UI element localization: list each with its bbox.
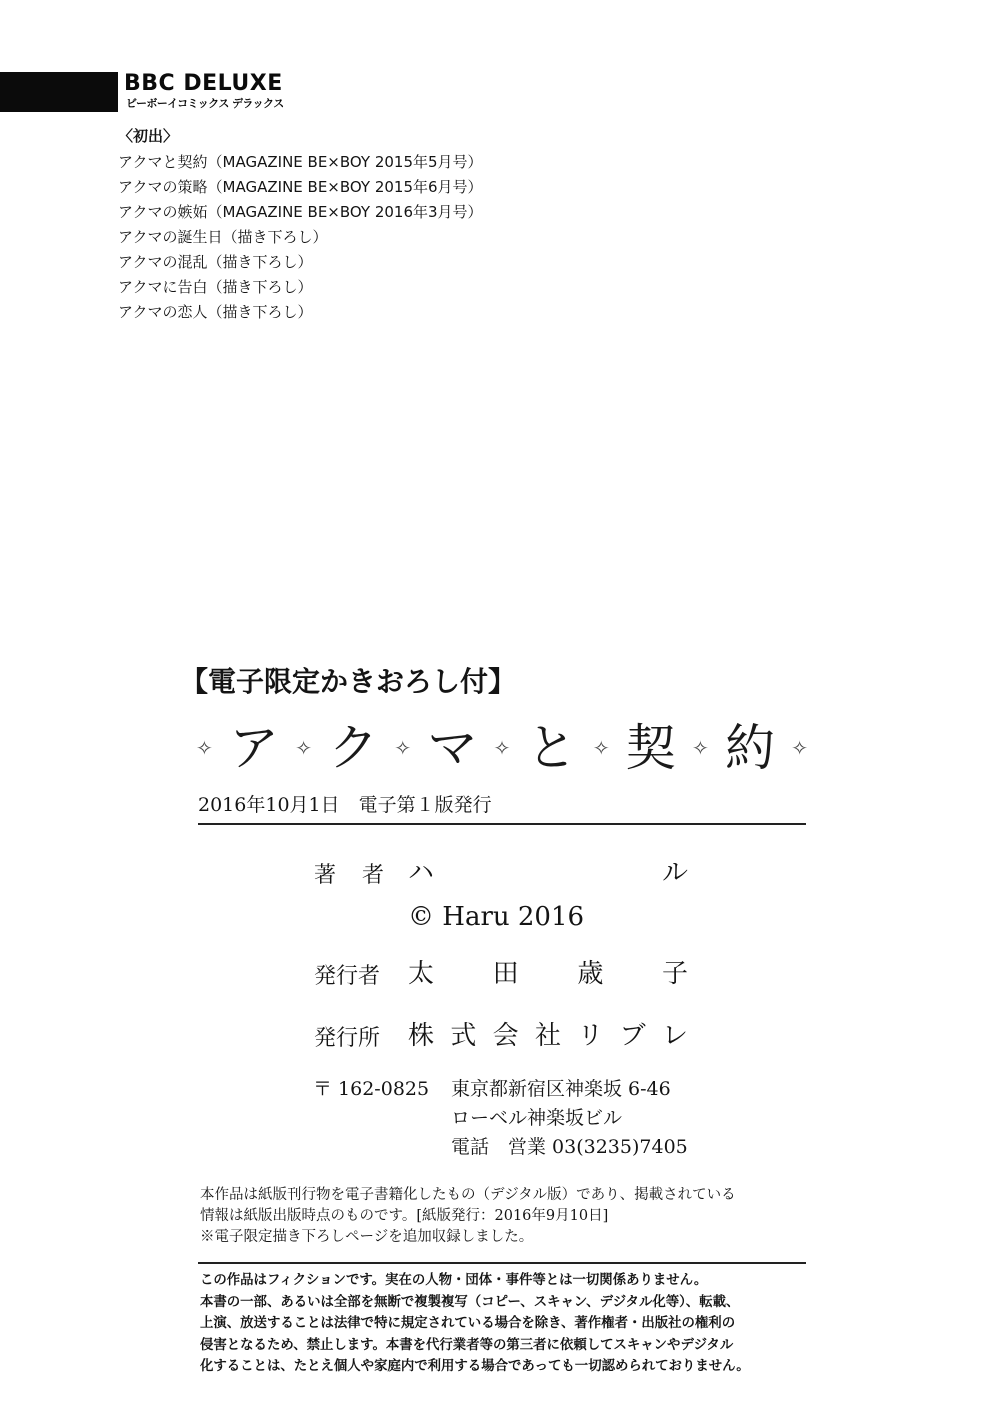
book-title	[196, 708, 808, 788]
author-label: 著 者	[314, 863, 384, 888]
title-char: 契	[625, 719, 676, 777]
origins-list	[118, 150, 483, 325]
publication-date: 2016年10月1日 電子第１版発行	[198, 794, 492, 816]
origin-item: アクマの恋人（描き下ろし）	[118, 303, 313, 321]
address-line: ローベル神楽坂ビル	[451, 1107, 623, 1129]
legal-line: 本書の一部、あるいは全部を無断で複製複写（コピー、スキャン、デジタル化等）、転載、	[200, 1294, 740, 1310]
divider	[198, 1262, 806, 1264]
author-name: ハ ル	[408, 858, 688, 888]
postal-code: 〒 162-0825	[313, 1078, 430, 1100]
imprint-logo-subtitle: ビーボーイコミックス デラックス	[126, 97, 284, 110]
note-line: 情報は紙版出版時点のものです。[紙版発行：2016年9月10日]	[200, 1208, 609, 1224]
sparkle-icon: ✧	[493, 736, 511, 760]
origin-item: アクマの策略（MAGAZINE BE×BOY 2015年6月号）	[118, 178, 483, 196]
note-line: 本作品は紙版刊行物を電子書籍化したもの（デジタル版）であり、掲載されている	[200, 1187, 736, 1203]
legal-line: 侵害となるため、禁止します。本書を代行業者等の第三者に依頼してスキャンやデジタル	[200, 1337, 734, 1353]
address-line: 東京都新宿区神楽坂 6-46	[451, 1078, 671, 1100]
title-char: 約	[725, 719, 775, 777]
origin-item: アクマに告白（描き下ろし）	[118, 278, 313, 296]
divider	[198, 823, 806, 825]
sparkle-icon: ✧	[295, 736, 312, 760]
publishing-house-label: 発行所	[314, 1026, 381, 1051]
origin-item: アクマの誕生日（描き下ろし）	[118, 228, 328, 246]
imprint-logo-title: BBC DELUXE	[124, 71, 283, 96]
phone-line: 電話 営業 03(3235)7405	[451, 1136, 688, 1158]
sparkle-icon: ✧	[196, 736, 213, 760]
sparkle-icon: ✧	[592, 736, 610, 760]
note-line: ※電子限定描き下ろしページを追加収録しました。	[200, 1229, 534, 1245]
publisher-name: 太 田 歳 子	[408, 959, 688, 989]
imprint-black-bar	[0, 72, 118, 112]
edition-notes	[200, 1185, 810, 1248]
origins-heading: 〈初出〉	[118, 127, 179, 145]
title-char: ク	[328, 719, 379, 777]
legal-notice	[200, 1270, 814, 1378]
sparkle-icon: ✧	[692, 736, 709, 760]
sparkle-icon: ✧	[791, 736, 808, 760]
sparkle-icon: ✧	[394, 736, 412, 760]
origin-item: アクマの混乱（描き下ろし）	[118, 253, 313, 271]
legal-line: 化することは、たとえ個人や家庭内で利用する場合であっても一切認められておりません。	[200, 1359, 750, 1374]
title-char: マ	[427, 719, 478, 777]
title-char: と	[526, 719, 577, 777]
publishing-house-name: 株 式 会 社 リ ブ レ	[408, 1021, 688, 1051]
publisher-label: 発行者	[314, 964, 381, 989]
title-char: ア	[228, 719, 279, 777]
copyright-line: © Haru 2016	[408, 902, 585, 932]
legal-line: 上演、放送することは法律で特に規定されている場合を除き、著作権者・出版社の権利の	[200, 1316, 736, 1331]
origin-item: アクマの嫉妬（MAGAZINE BE×BOY 2016年3月号）	[118, 203, 483, 221]
origin-item: アクマと契約（MAGAZINE BE×BOY 2015年5月号）	[118, 153, 483, 171]
legal-line: この作品はフィクションです。実在の人物・団体・事件等とは一切関係ありません。	[200, 1273, 708, 1288]
edition-tag: 【電子限定かきおろし付】	[180, 665, 517, 698]
